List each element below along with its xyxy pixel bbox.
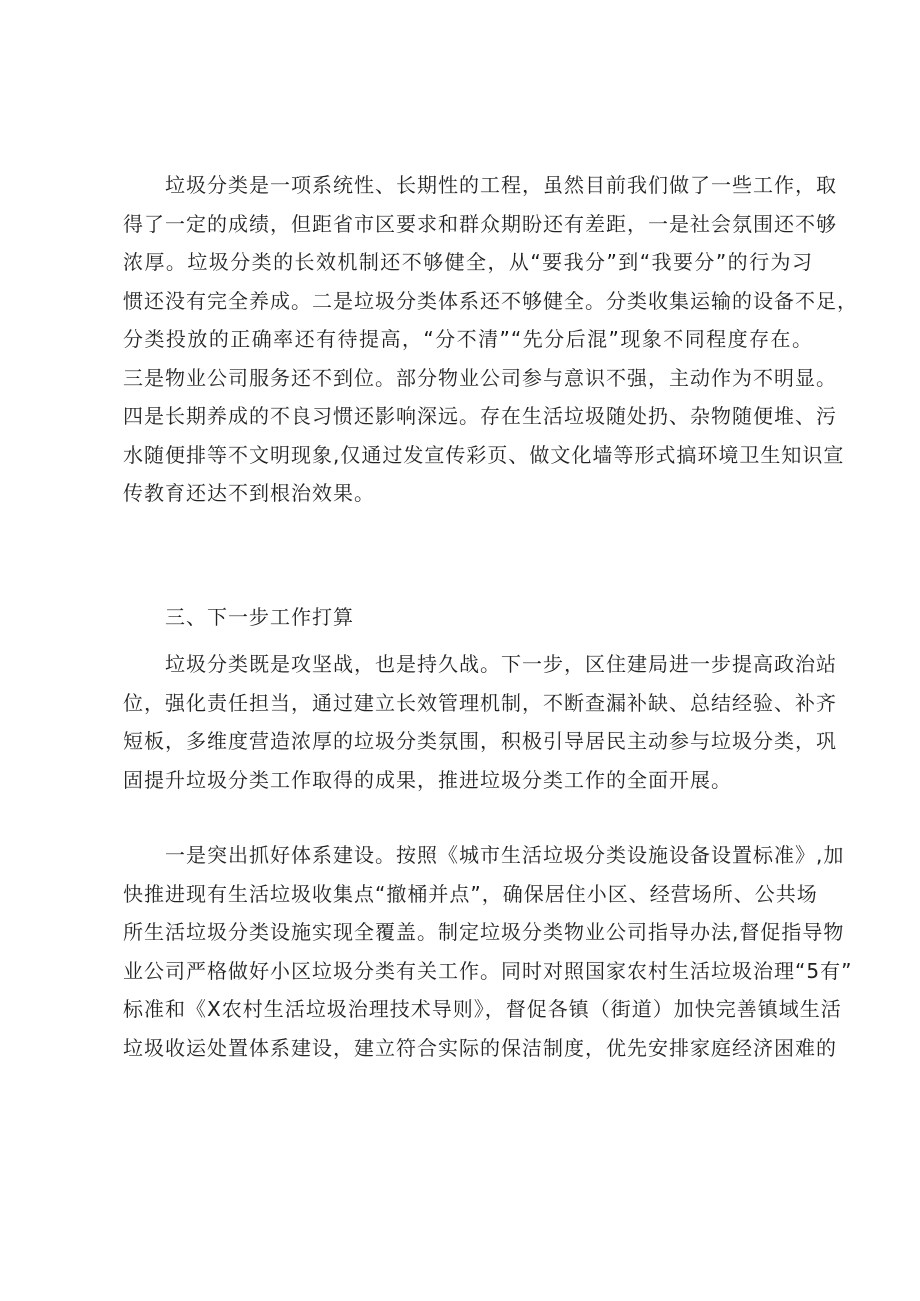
paragraph-line: 垃圾分类既是攻坚战，也是持久战。下一步，区住建局进一步提高政治站 xyxy=(165,652,837,676)
paragraph-line: 垃圾收运处置体系建设，建立符合实际的保洁制度，优先安排家庭经济困难的 xyxy=(123,1035,837,1060)
paragraph-line: 所生活垃圾分类设施实现全覆盖。制定垃圾分类物业公司指导办法,督促指导物 xyxy=(123,920,845,944)
paragraph-line: 传教育还达不到根治效果。 xyxy=(123,481,375,505)
paragraph-line: 得了一定的成绩，但距省市区要求和群众期盼还有差距，一是社会氛围还不够 xyxy=(123,211,837,236)
heading-next-steps: 三、下一步工作打算 xyxy=(165,605,354,629)
paragraph-line: 惯还没有完全养成。二是垃圾分类体系还不够健全。分类收集运输的设备不足， xyxy=(123,288,858,313)
paragraph-line: 位，强化责任担当，通过建立长效管理机制，不断查漏补缺、总结经验、补齐 xyxy=(123,690,837,715)
paragraph-line: 标准和《X农村生活垃圾治理技术导则》，督促各镇（街道）加快完善镇域生活 xyxy=(123,997,842,1021)
paragraph-line: 水随便排等不文明现象,仅通过发宣传彩页、做文化墙等形式搞环境卫生知识宣 xyxy=(123,442,845,467)
paragraph-line: 分类投放的正确率还有待提高，“分不清”“先分后混”现象不同程度存在。 xyxy=(123,327,813,351)
paragraph-line: 一是突出抓好体系建设。按照《城市生活垃圾分类设施设备设置标准》,加 xyxy=(165,843,845,867)
paragraph-line: 三是物业公司服务还不到位。部分物业公司参与意识不强，主动作为不明显。 xyxy=(123,365,837,390)
section-heading xyxy=(123,598,813,637)
paragraph-system-building xyxy=(123,836,853,1067)
paragraph-line: 短板，多维度营造浓厚的垃圾分类氛围，积极引导居民主动参与垃圾分类，巩 xyxy=(123,729,837,753)
paragraph-line: 浓厚。垃圾分类的长效机制还不够健全，从“要我分”到“我要分”的行为习 xyxy=(123,250,813,274)
paragraph-line: 业公司严格做好小区垃圾分类有关工作。同时对照国家农村生活垃圾治理“5有” xyxy=(123,958,853,983)
paragraph-problems xyxy=(123,166,858,513)
paragraph-line: 垃圾分类是一项系统性、长期性的工程，虽然目前我们做了一些工作，取 xyxy=(165,173,837,197)
paragraph-line: 快推进现有生活垃圾收集点“撤桶并点”，确保居住小区、经营场所、公共场 xyxy=(123,881,818,906)
paragraph-line: 固提升垃圾分类工作取得的成果，推进垃圾分类工作的全面开展。 xyxy=(123,767,732,792)
paragraph-line: 四是长期养成的不良习惯还影响深远。存在生活垃圾随处扔、杂物随便堆、污 xyxy=(123,404,837,428)
paragraph-plan xyxy=(123,645,837,799)
